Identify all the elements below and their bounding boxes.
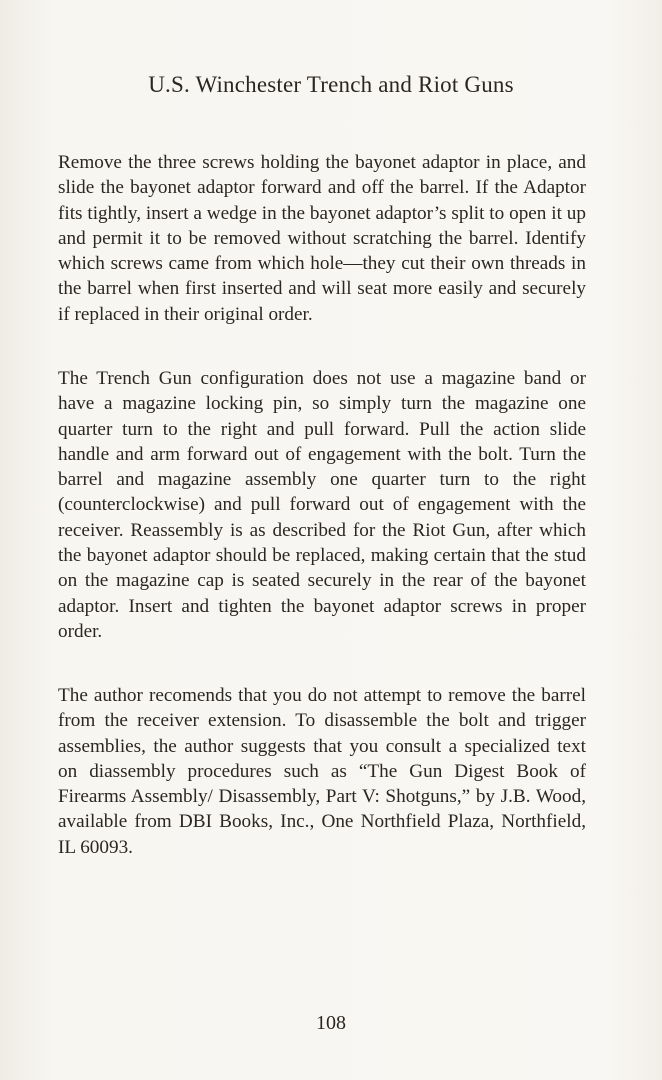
page-title: U.S. Winchester Trench and Riot Guns [148, 72, 514, 97]
paragraph-trench-gun-disassembly [58, 366, 586, 644]
paragraph-bayonet-adaptor-removal [58, 150, 586, 327]
page-number: 108 [316, 1012, 346, 1034]
paragraph-text: The author recomends that you do not attempt to remove the barrel from the receiver extension. To disassemble the bolt and trigger assemblies, the author suggests that you consult a specialized text on diassembly procedures such as “The Gun Digest Book of Firearms Assembly/ Disassembly, Part V: Shotguns,” by J.B. Wood, available from DBI Books, Inc., One Northfield Plaza, Northfield, IL 60093. [58, 685, 586, 858]
paragraph-text: Remove the three screws holding the bayonet adaptor in place, and slide the bayonet adaptor forward and off the barrel. If the Adaptor fits tightly, insert a wedge in the bayonet adaptor’s split to open it up and permit it to be removed without scratching the barrel. Identify which screws came from which hole—they cut their own threads in the barrel when first inserted and will seat more easily and securely if replaced in their original order. [58, 152, 586, 325]
paragraph-text: The Trench Gun configuration does not use a magazine band or have a magazine locking pin, so simply turn the magazine one quarter turn to the right and pull forward. Pull the action slide handle and arm forward out of engagement with the bolt. Turn the barrel and magazine assembly one quarter turn to the right (counterclockwise) and pull forward out of engagement with the receiver. Reassembly is as described for the Riot Gun, after which the bayonet adaptor should be replaced, making certain that the stud on the magazine cap is seated securely in the rear of the bayonet adaptor. Insert and tighten the bayonet adaptor screws in proper order. [58, 368, 586, 642]
paragraph-author-recommendation [58, 683, 586, 860]
